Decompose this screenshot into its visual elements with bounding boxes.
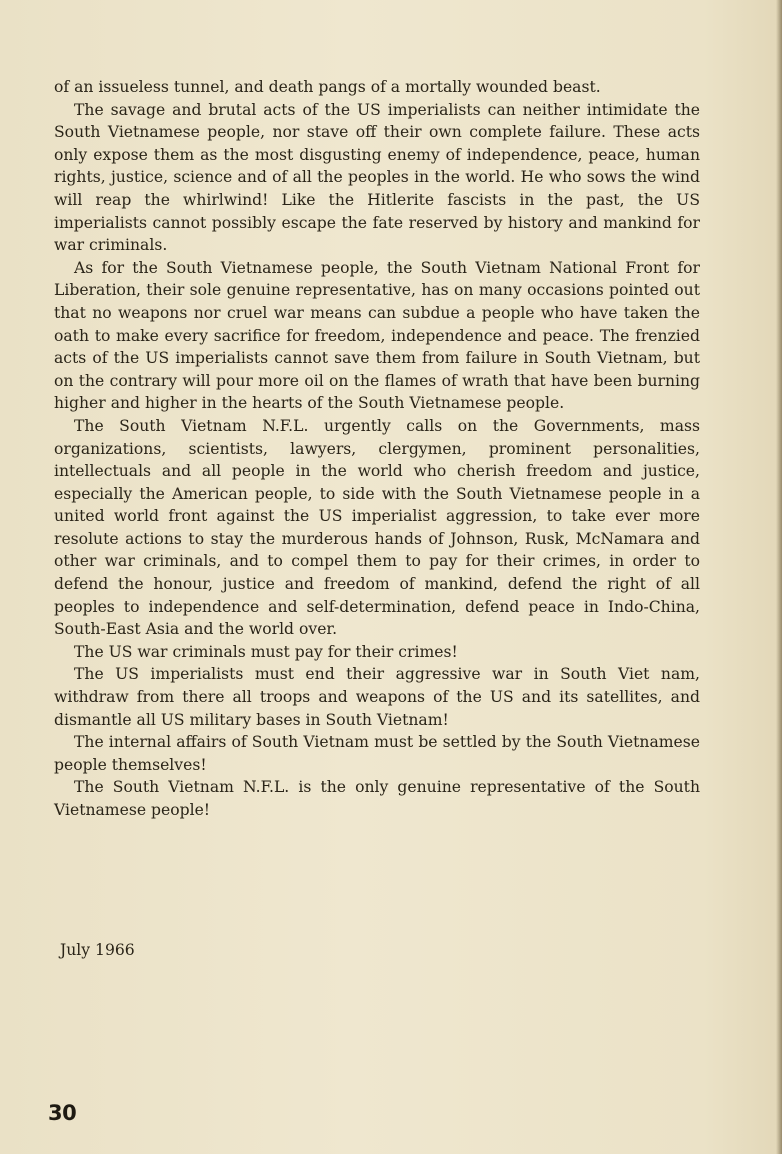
paragraph: As for the South Vietnamese people, the South Vietnam National Front for Liberation, their sole genuine representative, has on many occasions pointed out that no weapons nor cruel war means can subdue a people who have taken the oath to make every sacrifice for freedom, independence and peace. The frenzied acts of the US imperialists cannot save them from failure in South Vietnam, but on the contrary will pour more oil on the flames of wrath that have been burning higher and higher in the hearts of the South Vietnamese people. <box>54 258 700 413</box>
page-edge-shadow <box>776 0 782 1154</box>
paragraph: The internal affairs of South Vietnam must be settled by the South Vietnamese people themselves! <box>54 733 700 774</box>
page-number: 30 <box>48 1101 77 1125</box>
paragraph: The savage and brutal acts of the US imperialists can neither intimidate the South Vietnamese people, nor stave off their own complete failure. These acts only expose them as the most disgusting enemy of independence, peace, human rights, justice, science and of all the peoples in the world. He who sows the wind will reap the whirlwind! Like the Hitlerite fascists in the past, the US imperialists cannot possibly escape the fate reserved by history and mankind for war criminals. <box>54 100 700 255</box>
dateline: July 1966 <box>60 941 135 959</box>
paragraph: The US war criminals must pay for their crimes! <box>74 642 458 661</box>
paragraph: The US imperialists must end their aggressive war in South Viet nam, withdraw from there all troops and weapons of the US and its satellites, and dismantle all US military bases in South Vietnam! <box>54 665 700 729</box>
body-text <box>54 76 700 822</box>
paragraph: The South Vietnam N.F.L. is the only genuine representative of the South Vietnamese people! <box>54 778 700 819</box>
paragraph-continued: of an issueless tunnel, and death pangs of a mortally wounded beast. <box>54 78 601 96</box>
paragraph: The South Vietnam N.F.L. urgently calls on the Governments, mass organizations, scientists, lawyers, clergymen, prominent personalities, intellectuals and all people in the world who cherish freedom and justice, especially the American people, to side with the South Vietnamese people in a united world front against the US imperialist aggression, to take ever more resolute actions to stay the murderous hands of Johnson, Rusk, McNamara and other war criminals, and to compel them to pay for their crimes, in order to defend the honour, justice and freedom of mankind, defend the right of all peoples to independence and self-determination, defend peace in Indo-China, South-East Asia and the world over. <box>54 416 700 639</box>
